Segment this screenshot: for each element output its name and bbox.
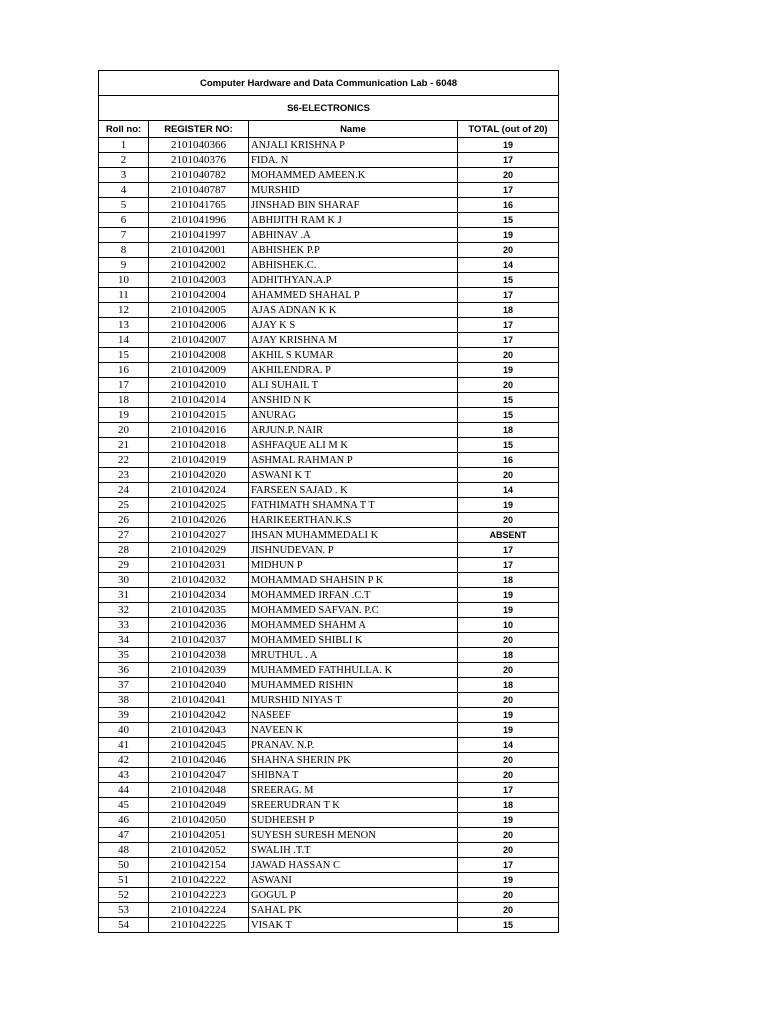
register-no-cell: 2101042014 <box>149 393 249 408</box>
register-no-cell: 2101042049 <box>149 798 249 813</box>
roll-no-cell: 10 <box>99 273 149 288</box>
table-row <box>99 693 559 708</box>
table-row <box>99 483 559 498</box>
student-name-cell: ANJALI KRISHNA P <box>249 138 458 153</box>
student-name-cell: MIDHUN P <box>249 558 458 573</box>
roll-no-cell: 12 <box>99 303 149 318</box>
register-no-cell: 2101042029 <box>149 543 249 558</box>
table-header-row <box>99 121 559 138</box>
total-marks-cell: 19 <box>458 708 559 723</box>
roll-no-cell: 41 <box>99 738 149 753</box>
roll-no-cell: 16 <box>99 363 149 378</box>
register-no-cell: 2101042222 <box>149 873 249 888</box>
student-name-cell: MUHAMMED RISHIN <box>249 678 458 693</box>
student-name-cell: ABHISHEK.C. <box>249 258 458 273</box>
total-marks-cell: 19 <box>458 498 559 513</box>
student-name-cell: SUDHEESH P <box>249 813 458 828</box>
register-no-cell: 2101042046 <box>149 753 249 768</box>
roll-no-cell: 9 <box>99 258 149 273</box>
table-row <box>99 228 559 243</box>
roll-no-cell: 50 <box>99 858 149 873</box>
register-no-cell: 2101040376 <box>149 153 249 168</box>
student-name-cell: ASHFAQUE ALI M K <box>249 438 458 453</box>
total-marks-cell: 19 <box>458 228 559 243</box>
table-row <box>99 423 559 438</box>
table-row <box>99 318 559 333</box>
roll-no-cell: 8 <box>99 243 149 258</box>
total-marks-cell: 20 <box>458 378 559 393</box>
roll-no-cell: 52 <box>99 888 149 903</box>
register-no-cell: 2101042034 <box>149 588 249 603</box>
roll-no-cell: 11 <box>99 288 149 303</box>
table-row <box>99 888 559 903</box>
register-no-cell: 2101042041 <box>149 693 249 708</box>
table-row <box>99 333 559 348</box>
table-row <box>99 708 559 723</box>
roll-no-cell: 21 <box>99 438 149 453</box>
total-marks-cell: 17 <box>458 183 559 198</box>
register-no-cell: 2101042025 <box>149 498 249 513</box>
total-marks-cell: 20 <box>458 243 559 258</box>
total-marks-cell: 19 <box>458 723 559 738</box>
total-marks-cell: 20 <box>458 168 559 183</box>
student-name-cell: MOHAMMED SHAHM A <box>249 618 458 633</box>
table-row <box>99 213 559 228</box>
roll-no-cell: 6 <box>99 213 149 228</box>
student-name-cell: ALI SUHAIL T <box>249 378 458 393</box>
register-no-cell: 2101042042 <box>149 708 249 723</box>
roll-no-cell: 51 <box>99 873 149 888</box>
total-marks-cell: 15 <box>458 393 559 408</box>
table-row <box>99 378 559 393</box>
student-name-cell: AKHIL S KUMAR <box>249 348 458 363</box>
roll-no-cell: 3 <box>99 168 149 183</box>
register-no-cell: 2101042037 <box>149 633 249 648</box>
student-name-cell: MOHAMMED IRFAN .C.T <box>249 588 458 603</box>
total-marks-cell: 18 <box>458 573 559 588</box>
student-name-cell: JISHNUDEVAN. P <box>249 543 458 558</box>
roll-no-cell: 1 <box>99 138 149 153</box>
student-name-cell: ANURAG <box>249 408 458 423</box>
table-row <box>99 648 559 663</box>
roll-no-cell: 46 <box>99 813 149 828</box>
table-row <box>99 873 559 888</box>
student-name-cell: ASHMAL RAHMAN P <box>249 453 458 468</box>
table-row <box>99 558 559 573</box>
student-name-cell: MOHAMMED SAFVAN. P.C <box>249 603 458 618</box>
total-marks-cell: 20 <box>458 843 559 858</box>
roll-no-cell: 36 <box>99 663 149 678</box>
roll-no-cell: 7 <box>99 228 149 243</box>
student-name-cell: ABHIJITH RAM K J <box>249 213 458 228</box>
roll-no-cell: 4 <box>99 183 149 198</box>
roll-no-cell: 32 <box>99 603 149 618</box>
register-no-cell: 2101040366 <box>149 138 249 153</box>
table-row <box>99 738 559 753</box>
table-row <box>99 768 559 783</box>
table-row <box>99 618 559 633</box>
register-no-cell: 2101042043 <box>149 723 249 738</box>
student-name-cell: ABHINAV .A <box>249 228 458 243</box>
roll-no-cell: 35 <box>99 648 149 663</box>
register-no-cell: 2101042035 <box>149 603 249 618</box>
total-marks-cell: 15 <box>458 438 559 453</box>
total-marks-cell: 17 <box>458 858 559 873</box>
register-no-cell: 2101042027 <box>149 528 249 543</box>
register-no-cell: 2101042002 <box>149 258 249 273</box>
table-row <box>99 453 559 468</box>
student-name-cell: AJAY K S <box>249 318 458 333</box>
table-row <box>99 138 559 153</box>
student-name-cell: ASWANI K T <box>249 468 458 483</box>
student-name-cell: AHAMMED SHAHAL P <box>249 288 458 303</box>
student-name-cell: PRANAV. N.P. <box>249 738 458 753</box>
header-register-no: REGISTER NO: <box>149 121 249 138</box>
document-subtitle: S6-ELECTRONICS <box>99 96 559 121</box>
roll-no-cell: 47 <box>99 828 149 843</box>
table-row <box>99 348 559 363</box>
roll-no-cell: 2 <box>99 153 149 168</box>
table-row <box>99 588 559 603</box>
roll-no-cell: 27 <box>99 528 149 543</box>
header-roll-no: Roll no: <box>99 121 149 138</box>
student-name-cell: NAVEEN K <box>249 723 458 738</box>
table-row <box>99 723 559 738</box>
register-no-cell: 2101042038 <box>149 648 249 663</box>
table-row <box>99 273 559 288</box>
total-marks-cell: 20 <box>458 663 559 678</box>
total-marks-cell: 17 <box>458 783 559 798</box>
register-no-cell: 2101041996 <box>149 213 249 228</box>
table-row <box>99 288 559 303</box>
table-row <box>99 198 559 213</box>
total-marks-cell: 15 <box>458 213 559 228</box>
register-no-cell: 2101042051 <box>149 828 249 843</box>
roll-no-cell: 54 <box>99 918 149 933</box>
total-marks-cell: 18 <box>458 423 559 438</box>
roll-no-cell: 43 <box>99 768 149 783</box>
total-marks-cell: 19 <box>458 363 559 378</box>
roll-no-cell: 42 <box>99 753 149 768</box>
total-marks-cell: 18 <box>458 798 559 813</box>
roll-no-cell: 17 <box>99 378 149 393</box>
table-row <box>99 498 559 513</box>
total-marks-cell: 17 <box>458 333 559 348</box>
roll-no-cell: 15 <box>99 348 149 363</box>
register-no-cell: 2101042005 <box>149 303 249 318</box>
total-marks-cell: 17 <box>458 318 559 333</box>
student-name-cell: MOHAMMED SHIBLI K <box>249 633 458 648</box>
total-marks-cell: 19 <box>458 138 559 153</box>
student-name-cell: SWALIH .T.T <box>249 843 458 858</box>
total-marks-cell: 14 <box>458 258 559 273</box>
student-name-cell: JAWAD HASSAN C <box>249 858 458 873</box>
student-name-cell: SREERUDRAN T K <box>249 798 458 813</box>
roll-no-cell: 53 <box>99 903 149 918</box>
total-marks-cell: 18 <box>458 303 559 318</box>
roll-no-cell: 31 <box>99 588 149 603</box>
total-marks-cell: 19 <box>458 873 559 888</box>
total-marks-cell: 20 <box>458 888 559 903</box>
table-row <box>99 918 559 933</box>
student-name-cell: NASEEF <box>249 708 458 723</box>
header-name: Name <box>249 121 458 138</box>
register-no-cell: 2101042008 <box>149 348 249 363</box>
register-no-cell: 2101042224 <box>149 903 249 918</box>
student-name-cell: VISAK T <box>249 918 458 933</box>
total-marks-cell: 20 <box>458 768 559 783</box>
table-row <box>99 258 559 273</box>
register-no-cell: 2101042016 <box>149 423 249 438</box>
student-name-cell: SREERAG. M <box>249 783 458 798</box>
total-marks-cell: 18 <box>458 648 559 663</box>
total-marks-cell: 20 <box>458 468 559 483</box>
table-row <box>99 303 559 318</box>
register-no-cell: 2101042039 <box>149 663 249 678</box>
register-no-cell: 2101042154 <box>149 858 249 873</box>
table-body <box>99 138 559 933</box>
roll-no-cell: 38 <box>99 693 149 708</box>
total-marks-cell: 16 <box>458 453 559 468</box>
table-row <box>99 513 559 528</box>
student-name-cell: AJAY KRISHNA M <box>249 333 458 348</box>
table-row <box>99 798 559 813</box>
table-row <box>99 678 559 693</box>
roll-no-cell: 22 <box>99 453 149 468</box>
total-marks-cell: 15 <box>458 408 559 423</box>
table-row <box>99 858 559 873</box>
total-marks-cell: 10 <box>458 618 559 633</box>
marks-table <box>98 70 559 933</box>
student-name-cell: MOHAMMED AMEEN.K <box>249 168 458 183</box>
table-row <box>99 573 559 588</box>
total-marks-cell: 17 <box>458 153 559 168</box>
student-name-cell: SUYESH SURESH MENON <box>249 828 458 843</box>
total-marks-cell: ABSENT <box>458 528 559 543</box>
document-title: Computer Hardware and Data Communication Lab - 6048 <box>99 71 559 96</box>
total-marks-cell: 17 <box>458 543 559 558</box>
register-no-cell: 2101042009 <box>149 363 249 378</box>
register-no-cell: 2101041997 <box>149 228 249 243</box>
total-marks-cell: 17 <box>458 558 559 573</box>
roll-no-cell: 23 <box>99 468 149 483</box>
register-no-cell: 2101042020 <box>149 468 249 483</box>
total-marks-cell: 20 <box>458 513 559 528</box>
total-marks-cell: 20 <box>458 903 559 918</box>
table-row <box>99 783 559 798</box>
roll-no-cell: 45 <box>99 798 149 813</box>
total-marks-cell: 19 <box>458 813 559 828</box>
roll-no-cell: 5 <box>99 198 149 213</box>
student-name-cell: MUHAMMED FATHHULLA. K <box>249 663 458 678</box>
register-no-cell: 2101042015 <box>149 408 249 423</box>
student-name-cell: FARSEEN SAJAD . K <box>249 483 458 498</box>
roll-no-cell: 26 <box>99 513 149 528</box>
register-no-cell: 2101042006 <box>149 318 249 333</box>
table-row <box>99 153 559 168</box>
register-no-cell: 2101040782 <box>149 168 249 183</box>
student-name-cell: SAHAL PK <box>249 903 458 918</box>
student-name-cell: ANSHID N K <box>249 393 458 408</box>
table-row <box>99 393 559 408</box>
register-no-cell: 2101042048 <box>149 783 249 798</box>
register-no-cell: 2101042223 <box>149 888 249 903</box>
total-marks-cell: 19 <box>458 603 559 618</box>
roll-no-cell: 14 <box>99 333 149 348</box>
student-name-cell: AKHILENDRA. P <box>249 363 458 378</box>
student-name-cell: AJAS ADNAN K K <box>249 303 458 318</box>
register-no-cell: 2101040787 <box>149 183 249 198</box>
roll-no-cell: 37 <box>99 678 149 693</box>
student-name-cell: IHSAN MUHAMMEDALI K <box>249 528 458 543</box>
register-no-cell: 2101042040 <box>149 678 249 693</box>
register-no-cell: 2101042036 <box>149 618 249 633</box>
student-name-cell: ABHISHEK P.P <box>249 243 458 258</box>
roll-no-cell: 24 <box>99 483 149 498</box>
roll-no-cell: 20 <box>99 423 149 438</box>
register-no-cell: 2101042003 <box>149 273 249 288</box>
total-marks-cell: 17 <box>458 288 559 303</box>
table-row <box>99 543 559 558</box>
register-no-cell: 2101042019 <box>149 453 249 468</box>
register-no-cell: 2101042018 <box>149 438 249 453</box>
roll-no-cell: 44 <box>99 783 149 798</box>
student-name-cell: FATHIMATH SHAMNA T T <box>249 498 458 513</box>
table-row <box>99 903 559 918</box>
total-marks-cell: 14 <box>458 483 559 498</box>
student-name-cell: ASWANI <box>249 873 458 888</box>
total-marks-cell: 14 <box>458 738 559 753</box>
student-name-cell: HARIKEERTHAN.K.S <box>249 513 458 528</box>
roll-no-cell: 34 <box>99 633 149 648</box>
register-no-cell: 2101042010 <box>149 378 249 393</box>
register-no-cell: 2101042032 <box>149 573 249 588</box>
student-name-cell: ADHITHYAN.A.P <box>249 273 458 288</box>
roll-no-cell: 39 <box>99 708 149 723</box>
student-name-cell: SHAHNA SHERIN PK <box>249 753 458 768</box>
roll-no-cell: 19 <box>99 408 149 423</box>
roll-no-cell: 29 <box>99 558 149 573</box>
total-marks-cell: 15 <box>458 918 559 933</box>
register-no-cell: 2101042004 <box>149 288 249 303</box>
roll-no-cell: 48 <box>99 843 149 858</box>
student-name-cell: JINSHAD BIN SHARAF <box>249 198 458 213</box>
student-name-cell: GOGUL P <box>249 888 458 903</box>
register-no-cell: 2101042052 <box>149 843 249 858</box>
header-total: TOTAL (out of 20) <box>458 121 559 138</box>
roll-no-cell: 30 <box>99 573 149 588</box>
register-no-cell: 2101041765 <box>149 198 249 213</box>
register-no-cell: 2101042050 <box>149 813 249 828</box>
register-no-cell: 2101042001 <box>149 243 249 258</box>
register-no-cell: 2101042225 <box>149 918 249 933</box>
total-marks-cell: 19 <box>458 588 559 603</box>
register-no-cell: 2101042026 <box>149 513 249 528</box>
total-marks-cell: 20 <box>458 348 559 363</box>
student-name-cell: ARJUN.P. NAIR <box>249 423 458 438</box>
roll-no-cell: 40 <box>99 723 149 738</box>
table-row <box>99 243 559 258</box>
total-marks-cell: 20 <box>458 753 559 768</box>
total-marks-cell: 16 <box>458 198 559 213</box>
roll-no-cell: 33 <box>99 618 149 633</box>
table-row <box>99 753 559 768</box>
register-no-cell: 2101042024 <box>149 483 249 498</box>
student-name-cell: MRUTHUL . A <box>249 648 458 663</box>
register-no-cell: 2101042031 <box>149 558 249 573</box>
roll-no-cell: 18 <box>99 393 149 408</box>
table-row <box>99 603 559 618</box>
register-no-cell: 2101042007 <box>149 333 249 348</box>
total-marks-cell: 20 <box>458 693 559 708</box>
student-name-cell: MURSHID NIYAS T <box>249 693 458 708</box>
table-row <box>99 168 559 183</box>
register-no-cell: 2101042047 <box>149 768 249 783</box>
table-row <box>99 468 559 483</box>
student-name-cell: FIDA. N <box>249 153 458 168</box>
roll-no-cell: 28 <box>99 543 149 558</box>
student-name-cell: MOHAMMAD SHAHSIN P K <box>249 573 458 588</box>
roll-no-cell: 13 <box>99 318 149 333</box>
table-row <box>99 438 559 453</box>
table-row <box>99 183 559 198</box>
student-name-cell: SHIBNA T <box>249 768 458 783</box>
register-no-cell: 2101042045 <box>149 738 249 753</box>
total-marks-cell: 18 <box>458 678 559 693</box>
table-row <box>99 408 559 423</box>
table-row <box>99 843 559 858</box>
student-name-cell: MURSHID <box>249 183 458 198</box>
table-row <box>99 363 559 378</box>
total-marks-cell: 20 <box>458 633 559 648</box>
table-row <box>99 528 559 543</box>
table-row <box>99 633 559 648</box>
total-marks-cell: 15 <box>458 273 559 288</box>
roll-no-cell: 25 <box>99 498 149 513</box>
table-row <box>99 828 559 843</box>
total-marks-cell: 20 <box>458 828 559 843</box>
table-row <box>99 813 559 828</box>
table-row <box>99 663 559 678</box>
